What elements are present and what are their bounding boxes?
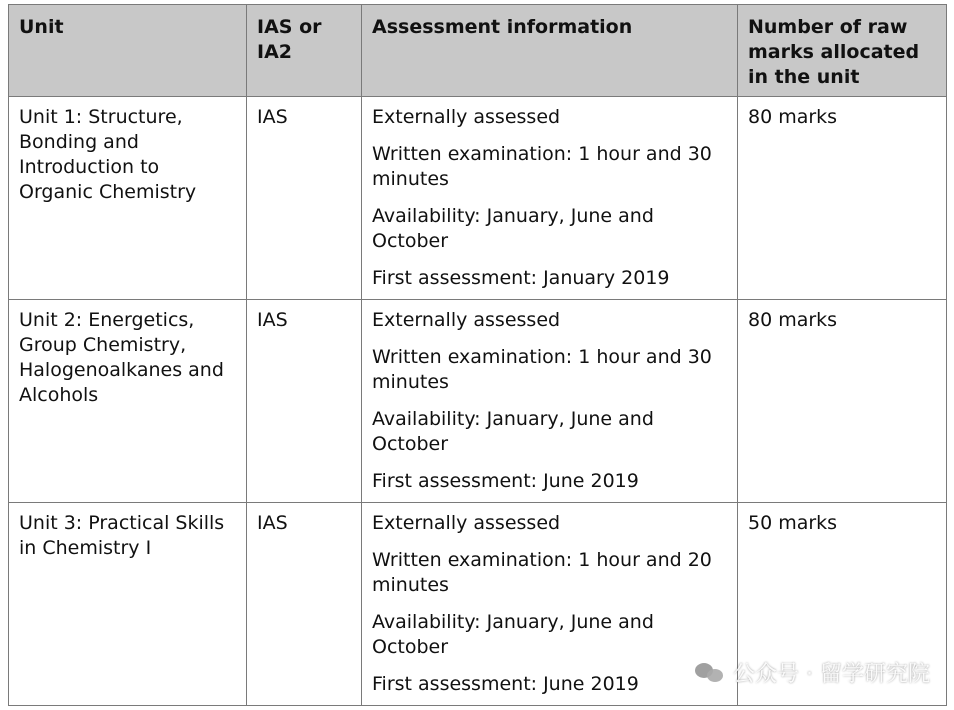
assessment-cell bbox=[362, 97, 738, 300]
table-header-row bbox=[9, 5, 947, 97]
header-marks: Number of raw marks allocated in the unit bbox=[738, 5, 947, 97]
assessment-line: First assessment: January 2019 bbox=[372, 267, 670, 289]
level-cell: IAS bbox=[247, 97, 362, 300]
assessment-line: Externally assessed bbox=[372, 106, 561, 128]
assessment-line: Externally assessed bbox=[372, 309, 561, 331]
header-unit: Unit bbox=[9, 5, 247, 97]
assessment-table bbox=[8, 4, 947, 706]
table-row bbox=[9, 97, 947, 300]
unit-cell: Unit 3: Practical Skills in Chemistry I bbox=[9, 503, 247, 706]
assessment-line: Written examination: 1 hour and 20 minutes bbox=[372, 549, 712, 596]
marks-cell: 50 marks bbox=[738, 503, 947, 706]
assessment-line: Availability: January, June and October bbox=[372, 611, 654, 658]
watermark bbox=[695, 657, 930, 688]
wechat-icon bbox=[695, 661, 725, 685]
header-assessment: Assessment information bbox=[362, 5, 738, 97]
assessment-line: First assessment: June 2019 bbox=[372, 470, 639, 492]
assessment-line: Availability: January, June and October bbox=[372, 205, 654, 252]
level-cell: IAS bbox=[247, 300, 362, 503]
marks-cell: 80 marks bbox=[738, 300, 947, 503]
assessment-line: Written examination: 1 hour and 30 minutes bbox=[372, 346, 712, 393]
assessment-line: Written examination: 1 hour and 30 minutes bbox=[372, 143, 712, 190]
assessment-cell bbox=[362, 503, 738, 706]
assessment-line: First assessment: June 2019 bbox=[372, 673, 639, 695]
unit-cell: Unit 1: Structure, Bonding and Introduction to Organic Chemistry bbox=[9, 97, 247, 300]
table-row bbox=[9, 300, 947, 503]
header-level: IAS or IA2 bbox=[247, 5, 362, 97]
assessment-cell bbox=[362, 300, 738, 503]
marks-cell: 80 marks bbox=[738, 97, 947, 300]
unit-cell: Unit 2: Energetics, Group Chemistry, Halogenoalkanes and Alcohols bbox=[9, 300, 247, 503]
level-cell: IAS bbox=[247, 503, 362, 706]
watermark-text: 公众号 · 留学研究院 bbox=[733, 662, 930, 687]
assessment-line: Availability: January, June and October bbox=[372, 408, 654, 455]
assessment-line: Externally assessed bbox=[372, 512, 561, 534]
